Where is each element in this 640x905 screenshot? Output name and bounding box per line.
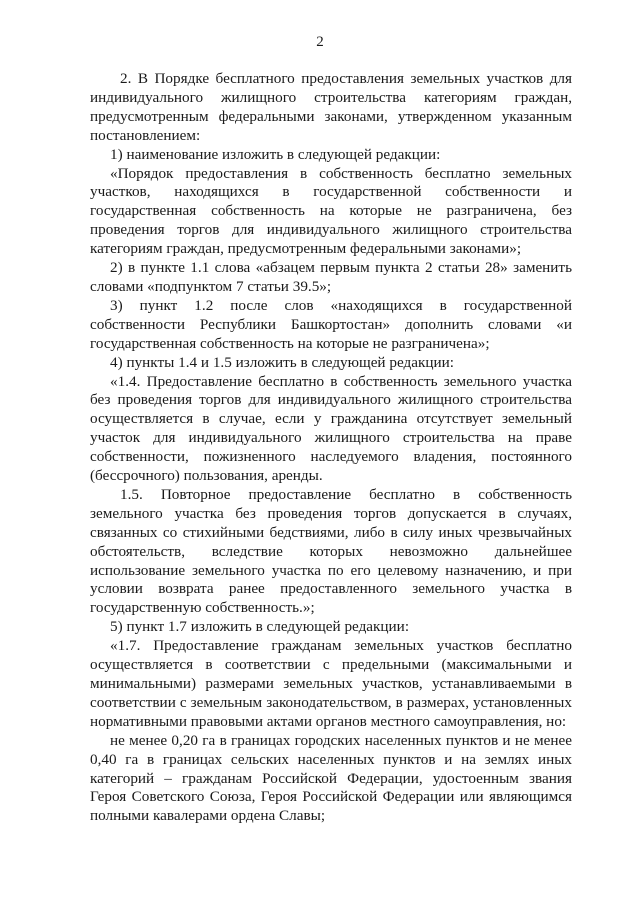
paragraph-subitem-3: 3) пункт 1.2 после слов «находящихся в государственной собственности Республики Башкортостан» дополнить словами «и государственная собственность на которые не разграничена»;: [90, 296, 572, 352]
paragraph-subitem-2: 2) в пункте 1.1 слова «абзацем первым пункта 2 статьи 28» заменить словами «подпунктом 7 статьи 39.5»;: [90, 259, 572, 295]
paragraph-subitem-5: 5) пункт 1.7 изложить в следующей редакции:: [110, 618, 410, 636]
paragraph-clause-1-4: «1.4. Предоставление бесплатно в собственность земельного участка без проведения торгов для индивидуального жилищного строительства осуществляется в случае, если у гражданина отсутствует земельный участок для индивидуального жилищного строительства на праве собственности, пожизненного наследуемого владения, постоянного (бессрочного) пользования, аренды.: [90, 372, 572, 485]
paragraph-clause-1-7: «1.7. Предоставление гражданам земельных участков бесплатно осуществляется в соответствии с предельными (максимальными и минимальными) размерами земельных участков, устанавливаемыми в соответствии с земельным законодательством, в размерах, установленных нормативными правовыми актами органов местного самоуправления, но:: [90, 637, 572, 730]
page-number: 2: [316, 34, 324, 50]
paragraph-subitem-1: 1) наименование изложить в следующей редакции:: [110, 145, 441, 163]
paragraph-intro-item-2: 2. В Порядке бесплатного предоставления земельных участков для индивидуального жилищного строительства категориям граждан, предусмотренным федеральными законами, утвержденном указанным постановлением:: [90, 70, 572, 144]
paragraph-clause-1-5: 1.5. Повторное предоставление бесплатно в собственность земельного участка без проведения торгов допускается в случаях, связанных со стихийными бедствиями, либо в силу иных чрезвычайных обстоятельств, вследствие которых невозможно дальнейшее использование земельного участка по его целевому назначению, и при условии возврата ранее предоставленного земельного участка в государственную собственность.»;: [90, 485, 572, 617]
paragraph-new-title-quote: «Порядок предоставления в собственность бесплатно земельных участков, находящихся в государственной собственности и государственная собственность на которые не разграничена, без проведения торгов для индивидуального жилищного строительства категориям граждан, предусмотренным федеральными законами»;: [90, 164, 572, 258]
document-body: [90, 70, 572, 826]
paragraph-subitem-4: 4) пункты 1.4 и 1.5 изложить в следующей редакции:: [110, 353, 454, 371]
paragraph-area-limits: не менее 0,20 га в границах городских населенных пунктов и не менее 0,40 га в границах сельских населенных пунктов и на землях иных категорий – гражданам Российской Федерации, удостоенным звания Героя Советского Союза, Героя Российской Федерации или являющимся полными кавалерами ордена Славы;: [90, 731, 572, 825]
